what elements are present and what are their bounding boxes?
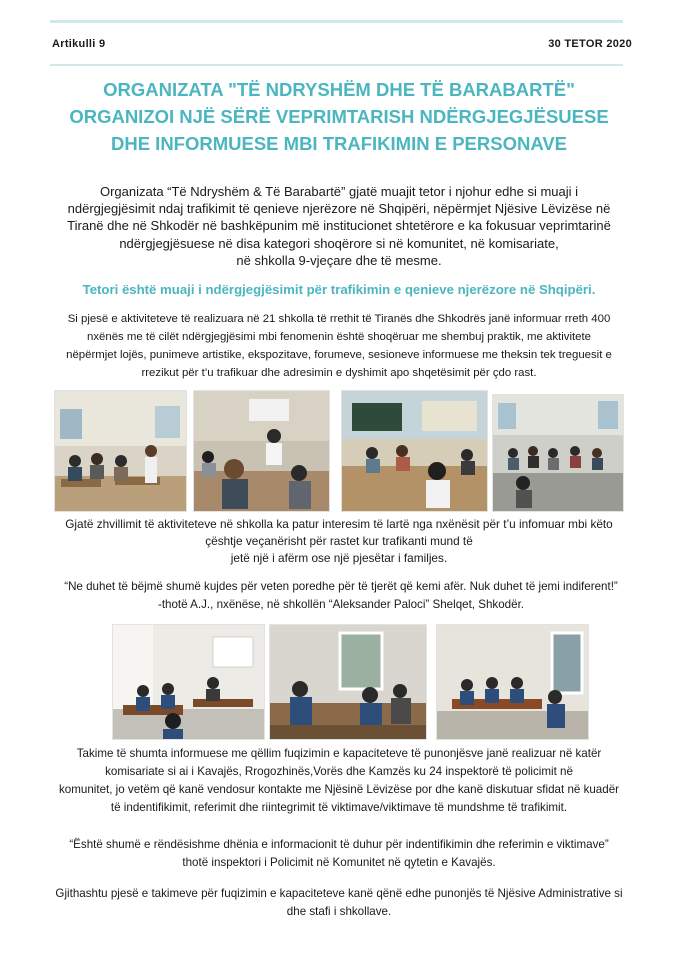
police-meeting-photo-3 bbox=[436, 624, 589, 740]
classroom-photo-1 bbox=[54, 390, 187, 512]
police-paragraph bbox=[20, 745, 658, 817]
student-quote bbox=[20, 578, 662, 614]
closing-line: Gjithashtu pjesë e takimeve për fuqizimin e kapaciteteve kanë qënë edhe punonjës të Njësive Administrative si bbox=[55, 887, 623, 900]
police-line: komisariate si ai i Kavajës, Rrogozhinës,Vorës dhe Kamzës ku 24 inspektorë të policimit në bbox=[105, 765, 573, 778]
classroom-photo-2 bbox=[193, 390, 330, 512]
closing-paragraph bbox=[20, 885, 658, 921]
intro-line: Organizata “Të Ndryshëm & Të Barabartë” gjatë muajit tetor i njohur edhe si muaji i bbox=[99, 184, 579, 199]
inspector-quote bbox=[20, 836, 658, 872]
title-line: DHE INFORMUESE MBI TRAFIKIMIN E PERSONAVE bbox=[110, 133, 567, 154]
interest-line: jetë një i afërm ose një pjesëtar i familjes. bbox=[230, 551, 448, 565]
top-rule bbox=[50, 20, 623, 23]
schools-line: nëpërmjet lojës, punimeve artistike, ekspozitave, forumeve, sesioneve informuese me theksin tek treguesit e bbox=[66, 349, 612, 361]
article-date: 30 TETOR 2020 bbox=[548, 38, 632, 50]
classroom-photo-4 bbox=[492, 394, 624, 512]
police-meeting-photo-1 bbox=[112, 624, 265, 740]
intro-line: Tiranë dhe në Shkodër në bashkëpunim më institucionet shtetërore e ka fokusuar veprimtarinë bbox=[67, 218, 611, 234]
classroom-photo-3 bbox=[341, 390, 488, 512]
title-line: ORGANIZATA "TË NDRYSHËM DHE TË BARABARTË" bbox=[103, 79, 575, 100]
closing-line: dhe stafi i shkollave. bbox=[286, 905, 392, 918]
intro-paragraph bbox=[52, 183, 626, 269]
intro-line: në shkolla 9-vjeçare dhe të mesme. bbox=[236, 252, 442, 268]
schools-paragraph bbox=[30, 310, 648, 382]
interest-paragraph bbox=[40, 516, 638, 567]
article-number: Artikulli 9 bbox=[52, 38, 106, 50]
quote-attribution: -thotë A.J., nxënëse, në shkollën “Aleksander Paloci” Shelqet, Shkodër. bbox=[157, 598, 525, 611]
quote-line: “Është shumë e rëndësishme dhënia e informacionit të duhur për indentifikimin dhe referimin e viktimave” bbox=[69, 838, 609, 851]
awareness-month-highlight: Tetori është muaji i ndërgjegjësimit për trafikimin e qenieve njerëzore në Shqipëri. bbox=[82, 282, 596, 297]
quote-attribution: thotë inspektori i Policimit në Komunitet në qytetin e Kavajës. bbox=[182, 856, 496, 869]
schools-line: rrezikut për t’u trafikuar dhe adresimin e dyshimit apo shqetësimit për çdo rast. bbox=[141, 367, 537, 379]
police-meeting-photo-2 bbox=[269, 624, 427, 740]
police-line: komunitet, jo vetëm që kanë vendosur kontakte me Njësinë Lëvizëse por dhe kanë diskutuar sfidat në kuadër bbox=[58, 783, 620, 796]
intro-line: ndërgjegjësimit ndaj trafikimit të qenieve njerëzore në Shqipëri, nëpërmjet Njësive Lëvizëse në bbox=[67, 201, 611, 217]
title-line: ORGANIZOI NJË SËRË VEPRIMTARISH NDËRGJEGJËSUESE bbox=[69, 106, 609, 127]
interest-line: Gjatë zhvillimit të aktiviteteve në shkolla ka patur interesim të lartë nga nxënësit për t’u infomuar mbi këto bbox=[65, 517, 613, 531]
article-title bbox=[40, 76, 638, 157]
police-line: Takime të shumta informuese me qëllim fuqizimin e kapaciteteve të punonjësve janë realizuar në katër bbox=[76, 747, 602, 760]
header-rule bbox=[50, 64, 623, 66]
schools-line: Si pjesë e aktiviteteve të realizuara në 21 shkolla të rrethit të Tiranës dhe Shkodrës janë informuar rreth 400 bbox=[67, 313, 611, 325]
quote-line: “Ne duhet të bëjmë shumë kujdes për veten poredhe për të tjerët që kemi afër. Nuk duhet të jemi indiferent!” bbox=[64, 580, 618, 593]
police-line: të indentifikimit, referimit dhe riintegrimit të viktimave/viktimave të mundshme të trafikimit. bbox=[110, 801, 568, 814]
interest-line: çështje veçanërisht për rastet kur trafikanti mund të bbox=[205, 534, 473, 548]
intro-line: ndërgjegjësuese në disa kategori shoqërore si në komunitet, në komisariate, bbox=[119, 235, 559, 251]
schools-line: nxënës me të cilët ndërgjegjësimi mbi fenomenin është shoqëruar me shembuj praktik, me aktivitete bbox=[87, 331, 591, 343]
